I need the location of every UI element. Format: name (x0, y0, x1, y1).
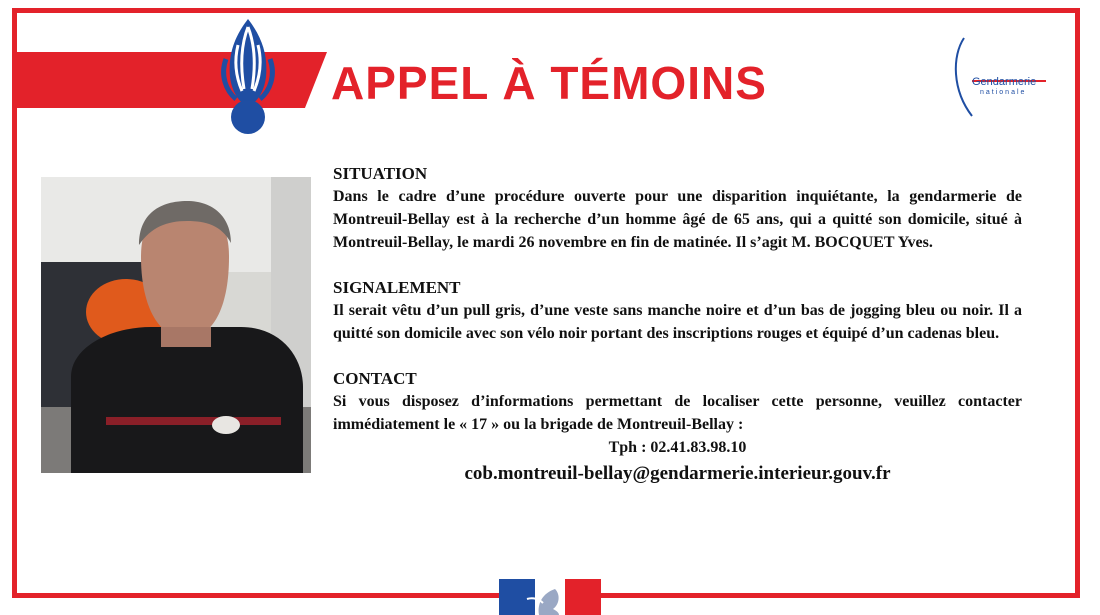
page-title: APPEL À TÉMOINS (331, 57, 767, 109)
contact-phone: Tph : 02.41.83.98.10 (608, 439, 747, 456)
contact-text: Si vous disposez d’informations permettant de localiser cette personne, veuillez contacter immédiatement le « 17 » ou la brigade de Montreuil-Bellay : (333, 393, 1022, 433)
signalement-text: Il serait vêtu d’un pull gris, d’une veste sans manche noire et d’un bas de jogging bleu ou noir. Il a quitté son domicile avec son vélo noir portant des inscriptions rouges et équipé d’un cadenas bleu. (333, 302, 1022, 342)
missing-person-photo (41, 177, 311, 473)
contact-section (333, 368, 1022, 489)
signalement-heading: SIGNALEMENT (333, 278, 461, 297)
gendarmerie-grenade-emblem (214, 15, 282, 137)
situation-text: Dans le cadre d’une procédure ouverte pour une disparition inquiétante, la gendarmerie de Montreuil-Bellay est à la recherche d’un homme âgé de 65 ans, qui a quitté son domicile, situé à Montreuil-Bellay, le mardi 26 novembre en fin de matinée. Il s’agit M. BOCQUET Yves. (333, 188, 1022, 251)
signalement-section (333, 277, 1022, 345)
contact-email: cob.montreuil-bellay@gendarmerie.interieur.gouv.fr (464, 463, 891, 484)
situation-heading: SITUATION (333, 164, 428, 183)
brand-name: Gendarmerie (972, 76, 1037, 88)
brand-subtitle: nationale (980, 89, 1027, 96)
notice-content (333, 163, 1022, 489)
situation-section (333, 163, 1022, 254)
contact-heading: CONTACT (333, 369, 417, 388)
marianne-logo (499, 579, 601, 615)
